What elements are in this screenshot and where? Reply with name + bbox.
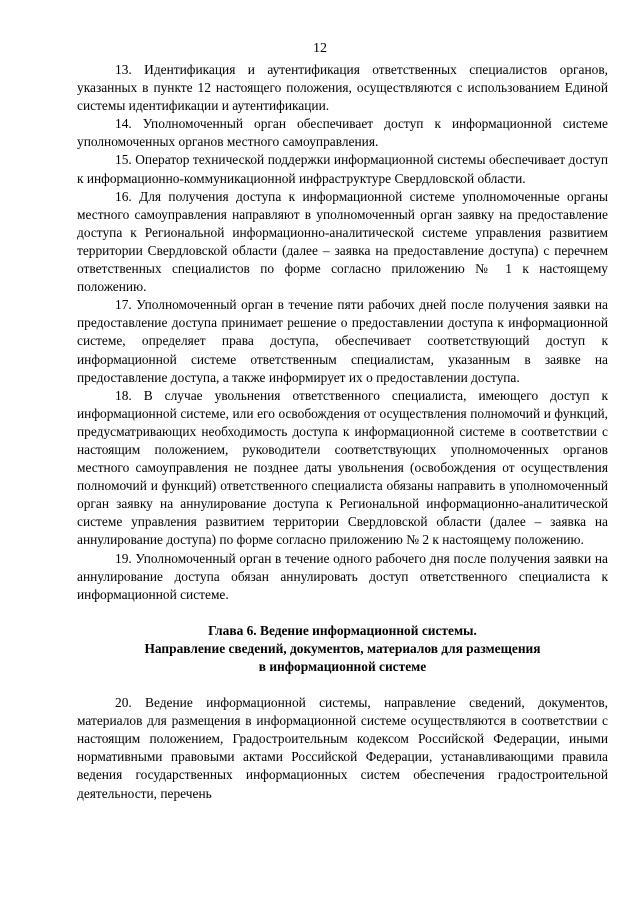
paragraph-14: 14. Уполномоченный орган обеспечивает доступ к информационной системе уполномоченных органов местного самоуправления. xyxy=(77,116,608,150)
paragraph-16: 16. Для получения доступа к информационной системе уполномоченные органы местного самоуправления направляют в уполномоченный орган заявку на предоставление доступа к Региональной информационно-аналитической системе управления развитием территории Свердловской области (далее – заявка на предоставление доступа) с перечнем ответственных специалистов по форме согласно приложению № 1 к настоящему положению. xyxy=(77,188,608,295)
paragraph-19: 19. Уполномоченный орган в течение одного рабочего дня после получения заявки на аннулирование доступа обязан аннулировать доступ ответственного специалиста к информационной системе. xyxy=(77,550,608,602)
paragraph-20: 20. Ведение информационной системы, направление сведений, документов, материалов для размещения в информационной системе осуществляются в соответствии с настоящим положением, Градостроительным кодексом Российской Федерации, иными нормативными правовыми актами Российской Федерации, устанавливающими правила ведения государственных информационных систем обеспечения градостроительной деятельности, перечень xyxy=(77,695,608,801)
chapter-heading-line-3: в информационной системе xyxy=(258,659,427,674)
page-number: 12 xyxy=(313,41,327,56)
chapter-heading-line-1: Глава 6. Ведение информационной системы. xyxy=(208,622,477,638)
chapter-heading xyxy=(77,622,608,676)
document-body xyxy=(77,61,608,803)
paragraph-15: 15. Оператор технической поддержки информационной системы обеспечивает доступ к информационно-коммуникационной инфраструктуре Свердловской области. xyxy=(77,152,608,186)
chapter-heading-line-2: Направление сведений, документов, материалов для размещения xyxy=(144,640,541,656)
paragraph-18: 18. В случае увольнения ответственного специалиста, имеющего доступ к информационной системе, или его освобождения от осуществления полномочий и функций, предусматривающих необходимость доступа к информационной системе в соответствии с настоящим положением, руководители соответствующих уполномоченных органов местного самоуправления не позднее даты увольнения (освобождения от осуществления полномочий и функций) ответственного специалиста обязаны направить в уполномоченный орган заявку на аннулирование доступа к Региональной информационно-аналитической системе управления развитием территории Свердловской области (далее – заявка на аннулирование доступа) по форме согласно приложению № 2 к настоящему положению. xyxy=(77,387,608,548)
paragraph-17: 17. Уполномоченный орган в течение пяти рабочих дней после получения заявки на предоставление доступа принимает решение о предоставлении доступа к информационной системе, определяет права доступа, обеспечивает соответствующий доступ к информационной системе ответственным специалистам, указанным в заявке на предоставление доступа, а также информирует их о предоставлении доступа. xyxy=(77,297,608,385)
paragraph-13: 13. Идентификация и аутентификация ответственных специалистов органов, указанных в пункте 12 настоящего положения, осуществляются с использованием Единой системы идентификации и аутентификации. xyxy=(77,62,608,114)
